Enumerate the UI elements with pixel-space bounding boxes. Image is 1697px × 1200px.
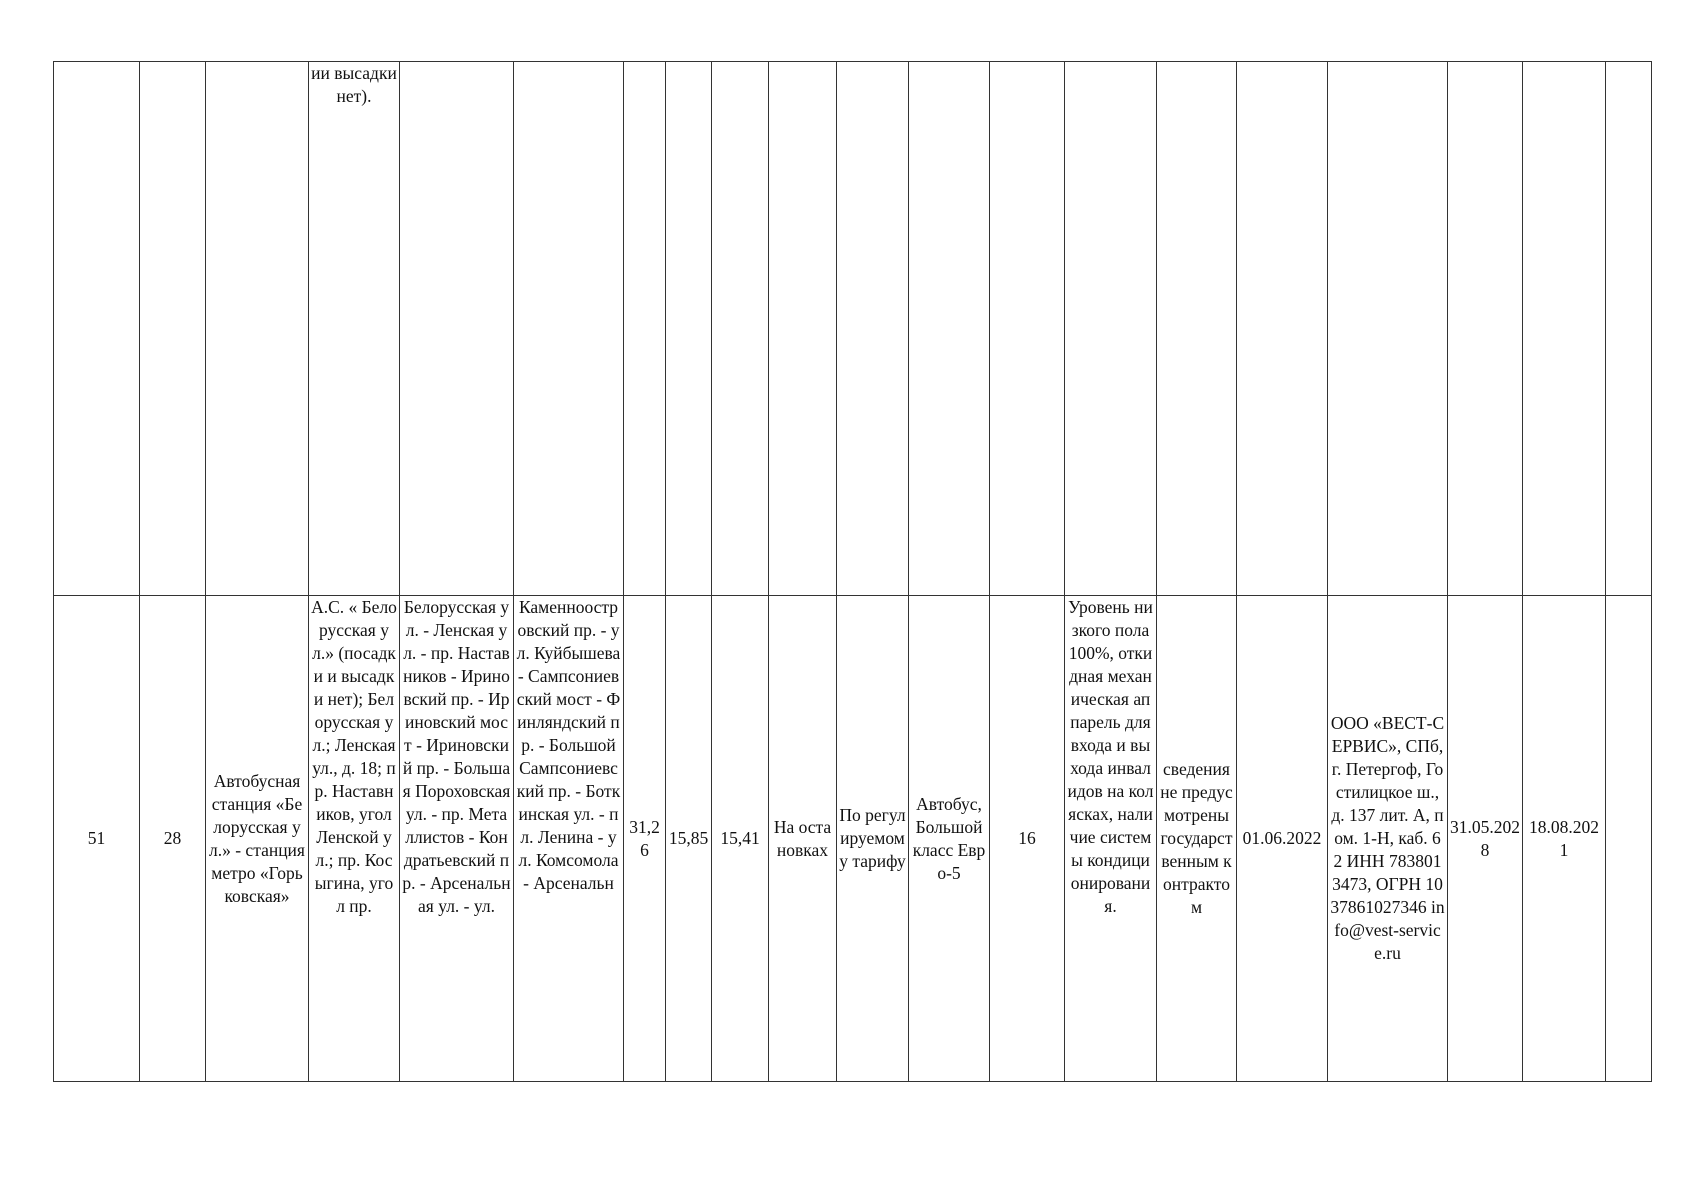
cell-end-date: 31.05.2028 [1448, 596, 1523, 1082]
cell-vehicle-type [909, 62, 990, 596]
cell-tariff: По регулируемому тарифу [837, 596, 909, 1082]
cell-tariff [837, 62, 909, 596]
cell-route-name [206, 62, 309, 596]
cell-vehicle-count [990, 62, 1065, 596]
cell-length-forward [666, 62, 712, 596]
cell-number [54, 62, 140, 596]
cell-streets-backward: Каменноостровский пр. - ул. Куйбышева - Сампсониевский мост - Финляндский пр. - Большой Сампсониевский пр. - Боткинская ул. - пл. Ленина - ул. Комсомола - Арсенальн [514, 596, 624, 1082]
cell-route-name: Автобусная станция «Белорусская ул.» - станция метро «Горьковская» [206, 596, 309, 1082]
cell-start-date [1237, 62, 1328, 596]
cell-vehicle-features [1065, 62, 1157, 596]
table-row [54, 62, 1652, 596]
cell-registry-date: 18.08.2021 [1523, 596, 1606, 1082]
cell-length-backward [712, 62, 769, 596]
cell-length-backward: 15,41 [712, 596, 769, 1082]
cell-extra [1606, 62, 1652, 596]
cell-streets-forward [400, 62, 514, 596]
cell-registry-date [1523, 62, 1606, 596]
cell-length-total [624, 62, 666, 596]
cell-contract-info: сведения не предусмотрены государственным контрактом [1157, 596, 1237, 1082]
cell-route-number: 28 [140, 596, 206, 1082]
cell-route-number [140, 62, 206, 596]
cell-streets-backward [514, 62, 624, 596]
route-registry-table [53, 61, 1652, 1082]
cell-boarding-order: На остановках [769, 596, 837, 1082]
cell-vehicle-count: 16 [990, 596, 1065, 1082]
cell-vehicle-features: Уровень низкого пола 100%, откидная механическая аппарель для входа и выхода инвалидов на колясках, наличие системы кондиционирования. [1065, 596, 1157, 1082]
cell-boarding-order [769, 62, 837, 596]
cell-vehicle-type: Автобус, Большой класс Евро-5 [909, 596, 990, 1082]
cell-carrier [1328, 62, 1448, 596]
cell-end-date [1448, 62, 1523, 596]
cell-stops: А.С. « Белорусская ул.» (посадки и высадки нет); Белорусская ул.; Ленская ул., д. 18; пр. Наставников, угол Ленской ул.; пр. Косыгина, угол пр. [309, 596, 400, 1082]
table-row [54, 596, 1652, 1082]
cell-length-forward: 15,85 [666, 596, 712, 1082]
cell-length-total: 31,26 [624, 596, 666, 1082]
cell-start-date: 01.06.2022 [1237, 596, 1328, 1082]
cell-number: 51 [54, 596, 140, 1082]
cell-streets-forward: Белорусская ул. - Ленская ул. - пр. Наставников - Ириновский пр. - Ириновский мост - Ириновский пр. - Большая Пороховская ул. - пр. Металлистов - Кондратьевский пр. - Арсенальная ул. - ул. [400, 596, 514, 1082]
cell-contract-info [1157, 62, 1237, 596]
cell-stops: ии высадки нет). [309, 62, 400, 596]
cell-extra [1606, 596, 1652, 1082]
cell-carrier: ООО «ВЕСТ-СЕРВИС», СПб, г. Петергоф, Гостилицкое ш., д. 137 лит. А, пом. 1-Н, каб. 62 ИНН 7838013473, ОГРН 1037861027346 info@vest-service.ru [1328, 596, 1448, 1082]
